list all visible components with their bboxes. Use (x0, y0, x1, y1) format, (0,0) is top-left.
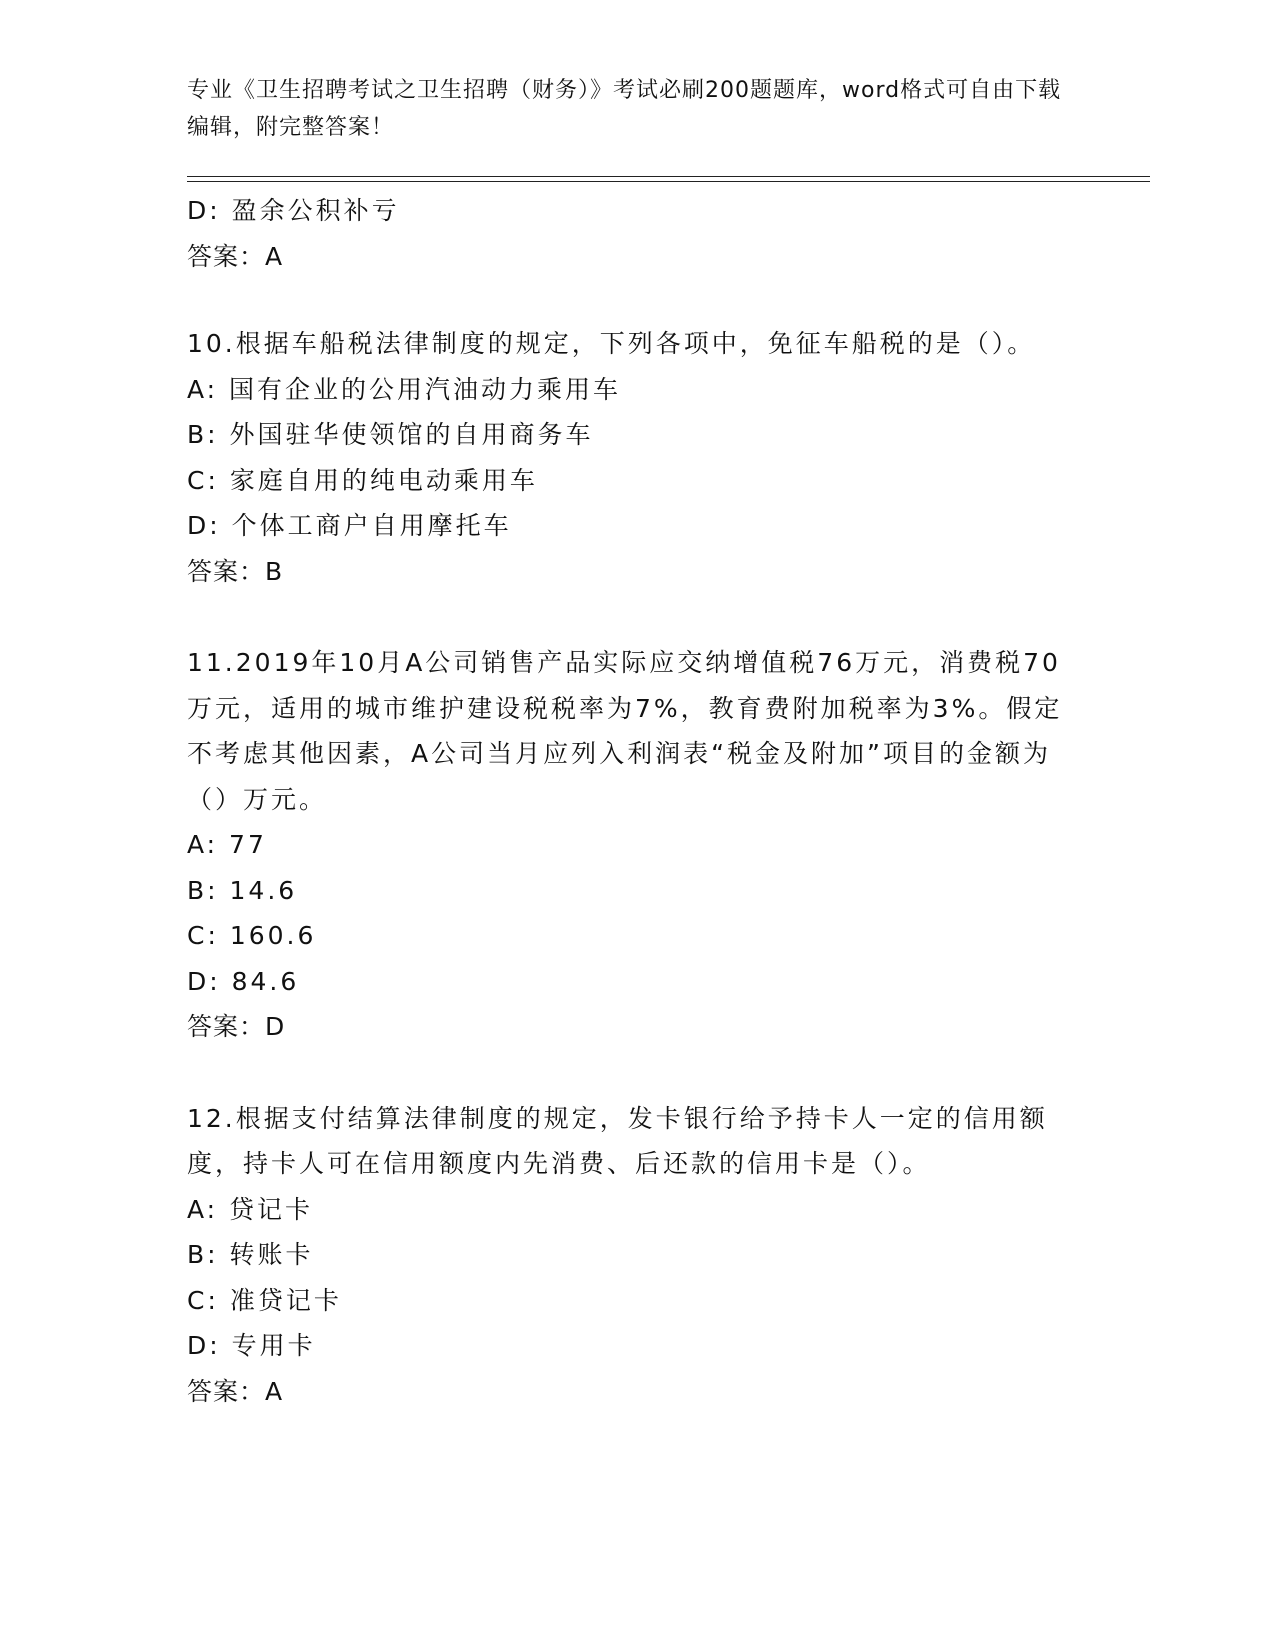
option-b: B: 转账卡 (187, 1240, 314, 1269)
question-10 (187, 321, 1087, 594)
prev-option-d: D: 盈余公积补亏 (187, 196, 400, 225)
prev-answer: 答案：A (187, 241, 284, 271)
document-header: 专业《卫生招聘考试之卫生招聘（财务）》考试必刷200题题库，word格式可自由下载编辑，附完整答案！ (187, 78, 1062, 140)
option-a: A: 国有企业的公用汽油动力乘用车 (187, 374, 622, 404)
answer: 答案：B (187, 556, 284, 586)
answer: 答案：D (187, 1012, 286, 1041)
option-a: A: 77 (187, 830, 267, 859)
option-d: D: 专用卡 (187, 1331, 316, 1360)
header-divider-bottom (187, 181, 1150, 182)
option-c: C: 160.6 (187, 921, 317, 950)
option-b: B: 外国驻华使领馆的自用商务车 (187, 420, 594, 449)
question-text: 11.2019年10月A公司销售产品实际应交纳增值税76万元，消费税70万元，适用的城市维护建设税税率为7%，教育费附加税率为3%。假定不考虑其他因素，A公司当月应列入利润表“税金及附加”项目的金额为（）万元。 (187, 648, 1063, 814)
option-c: C: 家庭自用的纯电动乘用车 (187, 465, 538, 495)
option-d: D: 84.6 (187, 966, 300, 996)
option-b: B: 14.6 (187, 875, 298, 905)
option-a: A: 贷记卡 (187, 1194, 314, 1224)
question-text: 12.根据支付结算法律制度的规定，发卡银行给予持卡人一定的信用额度，持卡人可在信用额度内先消费、后还款的信用卡是（）。 (187, 1103, 1048, 1178)
question-11 (187, 640, 1087, 1050)
question-content (187, 188, 1087, 1414)
answer: 答案：A (187, 1376, 284, 1406)
question-12 (187, 1096, 1087, 1415)
option-c: C: 准贷记卡 (187, 1285, 342, 1315)
option-d: D: 个体工商户自用摩托车 (187, 511, 512, 540)
question-text: 10.根据车船税法律制度的规定，下列各项中，免征车船税的是（）。 (187, 329, 1036, 358)
header-divider-top (187, 176, 1150, 177)
